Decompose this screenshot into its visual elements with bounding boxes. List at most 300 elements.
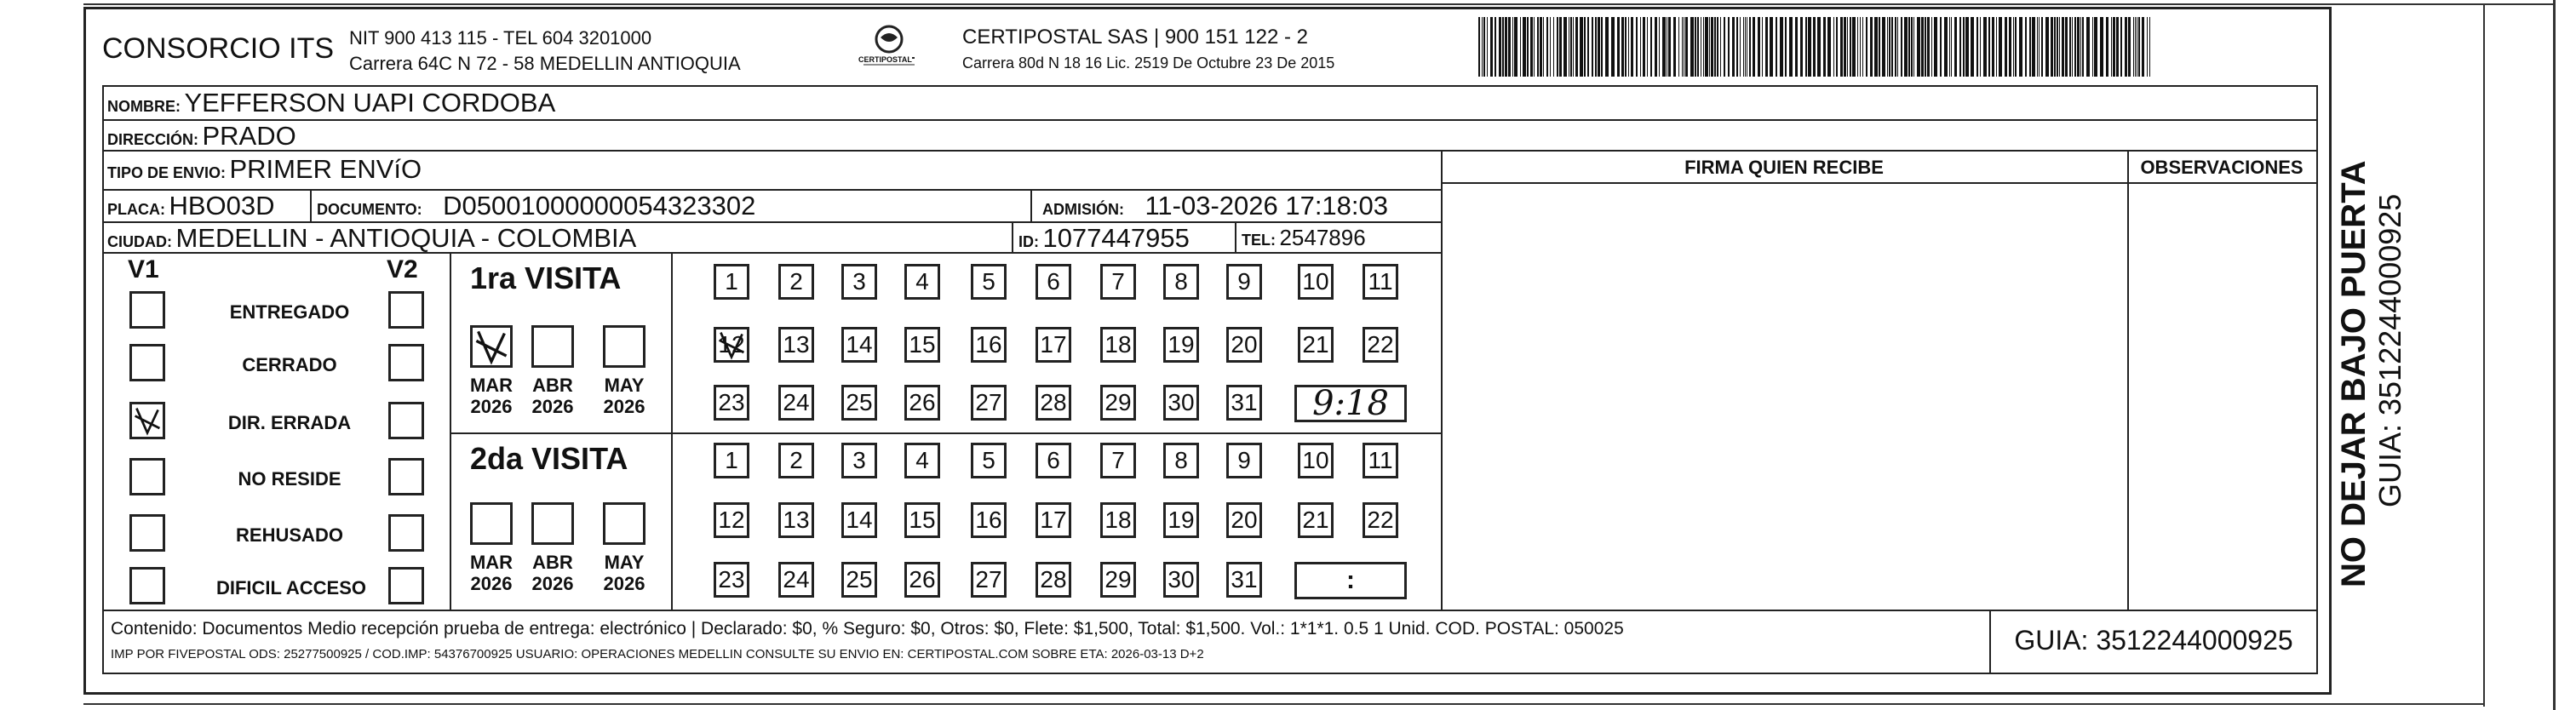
day-number: 23 [718,389,745,415]
barcode-bar [2009,17,2011,77]
barcode-bar [1605,17,1609,77]
barcode-bar [1483,17,1485,77]
day-number: 6 [1047,268,1060,295]
day-box[interactable] [841,327,877,363]
footer-guia: GUIA: 3512244000925 [2014,625,2293,656]
barcode-bar [1901,17,1902,77]
day-box[interactable] [778,264,814,300]
barcode-bar [2106,17,2108,77]
day-number: 16 [975,331,1002,358]
barcode-bar [1785,17,1787,77]
barcode-bar [2041,17,2043,77]
day-number: 17 [1040,507,1067,533]
barcode-bar [1959,17,1961,77]
day-box[interactable] [714,264,749,300]
v2-label: V2 [387,255,418,283]
day-number: 22 [1367,331,1394,358]
month-name: ABR [532,375,573,396]
status-v1-checkbox[interactable] [129,344,165,381]
day-box[interactable] [1226,443,1262,478]
barcode-bar [1724,17,1725,77]
day-box[interactable] [1036,264,1071,300]
barcode-bar [1530,17,1533,77]
barcode-bar [1595,17,1597,77]
barcode-bar [1847,17,1848,77]
nombre-label: NOMBRE: [107,98,181,115]
day-number: 28 [1040,389,1067,415]
barcode-bar [1587,17,1589,77]
day-number: 20 [1231,507,1258,533]
month-year: 2026 [531,396,574,417]
barcode-bar [1643,17,1645,77]
barcode-bar [1575,17,1578,77]
barcode-bar [1495,17,1496,77]
day-box[interactable] [1036,385,1071,421]
col-divider [2316,85,2318,673]
barcode-bar [1563,17,1567,77]
month-checkbox[interactable] [470,325,513,368]
day-number: 4 [915,447,929,473]
handwritten-check-mark [716,329,747,360]
day-box[interactable] [778,502,814,538]
day-number: 18 [1104,507,1132,533]
month-name: MAY [604,375,645,396]
barcode-bar [1889,17,1890,77]
barcode-bar [1927,17,1930,77]
footer-contenido: Contenido: Documentos Medio recepción prueba de entrega: electrónico | Declarado: $0, % Seguro: $0, Otros: $0, Flete: $1,500, Total: $1,500. Vol.: 1*1*1. 0.5 1 Unid. COD. POSTAL: 050025 [111,619,1624,638]
status-v2-checkbox[interactable] [388,514,424,552]
day-box[interactable] [1298,502,1334,538]
barcode-bar [2082,17,2084,77]
first-visit-time-value: 9:18 [1312,384,1389,423]
second-visit-title: 2da VISITA [470,441,628,476]
barcode-bar [1650,17,1652,77]
day-number: 10 [1302,447,1329,473]
day-box[interactable] [971,502,1007,538]
day-number: 26 [909,389,936,415]
day-box[interactable] [778,327,814,363]
col-divider [1012,221,1013,252]
barcode-bar [1559,17,1562,77]
day-box[interactable] [1226,562,1262,598]
month-year: 2026 [603,396,645,417]
month-label [594,552,654,594]
barcode-bar [2142,17,2144,77]
barcode-bar [1745,17,1746,77]
direccion-row [107,121,296,152]
barcode-bar [1980,17,1981,77]
barcode-bar [1988,17,1990,77]
barcode-bar [2039,17,2040,77]
barcode-bar [1711,17,1713,77]
day-box[interactable] [714,562,749,598]
day-box[interactable] [778,385,814,421]
col-divider [1030,189,1032,221]
second-visit-time[interactable] [1294,562,1407,599]
nombre-value: YEFFERSON UAPI CORDOBA [184,88,556,117]
row-divider [102,610,2316,611]
firma-header: FIRMA QUIEN RECIBE [1684,157,1884,178]
month-checkbox[interactable] [470,502,513,545]
barcode-bar [1874,17,1878,77]
row-divider [102,119,2316,121]
day-box[interactable] [714,502,749,538]
page-top-line [83,3,2553,5]
barcode-bar [1537,17,1539,77]
company-address: Carrera 64C N 72 - 58 MEDELLIN ANTIOQUIA [349,53,741,74]
barcode-bar [1743,17,1744,77]
barcode-bar [1682,17,1683,77]
day-number: 13 [783,331,810,358]
day-number: 9 [1237,447,1251,473]
day-number: 4 [915,268,929,295]
barcode-bar [1508,17,1511,77]
day-number: 1 [725,447,738,473]
documento-value: D05001000000054323302 [443,191,756,220]
first-visit-time[interactable] [1294,385,1407,422]
barcode-bar [2059,17,2060,77]
barcode-bar [1870,17,1873,77]
day-number: 13 [783,507,810,533]
day-number: 11 [1368,447,1393,473]
row-divider [102,673,2318,674]
day-box[interactable] [1163,562,1199,598]
certipostal-address: Carrera 80d N 18 16 Lic. 2519 De Octubre 23 De 2015 [962,54,1335,72]
barcode-bar [1631,17,1633,77]
day-box[interactable] [1100,562,1136,598]
day-box[interactable] [1363,327,1398,363]
day-box[interactable] [714,443,749,478]
day-number: 14 [846,331,873,358]
barcode-bar [1705,17,1708,77]
barcode-bar [1502,17,1504,77]
barcode-bar [2013,17,2014,77]
col-divider [102,85,104,673]
day-box[interactable] [904,264,940,300]
barcode-bar [1499,17,1501,77]
day-box[interactable] [841,562,877,598]
day-number: 27 [975,566,1002,593]
day-number: 8 [1174,447,1188,473]
barcode-bar [1817,17,1821,77]
status-v1-checkbox[interactable] [129,514,165,552]
barcode-bar [1520,17,1521,77]
day-number: 1 [725,268,738,295]
month-checkbox[interactable] [531,502,574,545]
barcode-bar [1655,17,1657,77]
day-box[interactable] [778,562,814,598]
certipostal-info: CERTIPOSTAL SAS | 900 151 122 - 2 [962,26,1308,49]
barcode-bar [2138,17,2140,77]
documento-label: DOCUMENTO: [317,201,422,218]
day-number: 19 [1168,331,1195,358]
tipo-envio-row [107,154,422,185]
barcode-bar [1573,17,1574,77]
day-number: 17 [1040,331,1067,358]
day-box[interactable] [1036,327,1071,363]
row-divider [102,150,2316,152]
admision-field [1042,191,1388,221]
barcode-bar [1931,17,1932,77]
day-box[interactable] [1036,443,1071,478]
status-v2-checkbox[interactable] [388,567,424,604]
status-v2-checkbox[interactable] [388,344,424,381]
day-number: 5 [982,447,995,473]
day-number: 26 [909,566,936,593]
barcode-bar [1527,17,1529,77]
day-box[interactable] [1363,264,1398,300]
day-box[interactable] [1226,327,1262,363]
status-v2-checkbox[interactable] [388,458,424,495]
barcode-bar [1949,17,1950,77]
barcode-bar [1823,17,1826,77]
barcode-bar [2128,17,2131,77]
day-box[interactable] [1100,327,1136,363]
day-box[interactable] [714,385,749,421]
col-divider [450,252,451,610]
documento-field [317,191,755,221]
barcode-bar [1601,17,1603,77]
day-number: 28 [1040,566,1067,593]
barcode-bar [1659,17,1660,77]
barcode-bar [2037,17,2038,77]
barcode-bar [1717,17,1718,77]
direccion-label: DIRECCIÓN: [107,131,198,148]
day-box[interactable] [778,443,814,478]
day-box[interactable] [1363,502,1398,538]
barcode-bar [1836,17,1838,77]
barcode-bar [2133,17,2134,77]
barcode-bar [1662,17,1666,77]
barcode-bar [1580,17,1583,77]
ciudad-field [107,223,636,254]
tel-label: TEL: [1242,232,1276,249]
barcode-bar [1514,17,1517,77]
day-number: 14 [846,507,873,533]
barcode-bar [1866,17,1867,77]
barcode-bar [1697,17,1699,77]
barcode-bar [2094,17,2097,77]
status-v1-checkbox[interactable] [129,291,165,329]
barcode-bar [1478,17,1480,77]
status-v2-checkbox[interactable] [388,291,424,329]
barcode-bar [1505,17,1507,77]
row-divider [1441,182,2316,184]
day-number: 30 [1168,389,1195,415]
status-v1-checkbox[interactable] [129,458,165,495]
barcode-bar [1904,17,1908,77]
day-box[interactable] [1163,443,1199,478]
day-box[interactable] [904,327,940,363]
barcode-bar [1891,17,1893,77]
day-number: 6 [1047,447,1060,473]
barcode-bar [2025,17,2027,77]
barcode-bar [1805,17,1807,77]
month-year: 2026 [603,573,645,594]
day-box[interactable] [1100,443,1136,478]
day-box[interactable] [1226,264,1262,300]
barcode-bar [2113,17,2115,77]
barcode-bar [2051,17,2053,77]
placa-field [107,191,275,221]
certipostal-logo [855,22,923,73]
day-box[interactable] [971,385,1007,421]
barcode-bar [1944,17,1948,77]
day-box[interactable] [1100,385,1136,421]
day-box[interactable] [1363,443,1398,478]
barcode-bar [1857,17,1858,77]
ciudad-value: MEDELLIN - ANTIOQUIA - COLOMBIA [175,223,637,253]
barcode-bar [1934,17,1937,77]
barcode-bar [1765,17,1768,77]
barcode-bar [1546,17,1548,77]
barcode-bar [1540,17,1542,77]
barcode-bar [1647,17,1648,77]
day-number: 20 [1231,331,1258,358]
barcode-bar [1758,17,1760,77]
day-number: 3 [852,268,866,295]
day-box[interactable] [1036,502,1071,538]
day-box[interactable] [904,385,940,421]
day-box[interactable] [904,562,940,598]
day-box[interactable] [1036,562,1071,598]
day-box[interactable] [971,562,1007,598]
status-label: DIFICIL ACCESO [215,577,366,598]
day-box[interactable] [1298,264,1334,300]
barcode-bar [2111,17,2112,77]
day-number: 23 [718,566,745,593]
barcode-bar [1999,17,2002,77]
status-label: REHUSADO [236,524,343,546]
month-label [594,375,654,417]
day-box[interactable] [1163,502,1199,538]
day-number: 19 [1168,507,1195,533]
month-label [523,552,582,594]
company-name: CONSORCIO ITS [102,32,335,65]
day-box[interactable] [1100,264,1136,300]
barcode-bar [1611,17,1615,77]
day-number: 2 [789,268,803,295]
barcode-bar [1951,17,1952,77]
day-box[interactable] [841,264,877,300]
barcode-bar [1598,17,1600,77]
day-number: 2 [789,447,803,473]
status-v1-checkbox[interactable] [129,567,165,604]
status-v1-checkbox[interactable] [129,402,165,439]
barcode-bar [1714,17,1716,77]
barcode-bar [1482,17,1483,77]
day-box[interactable] [904,443,940,478]
status-label: DIR. ERRADA [227,412,352,433]
day-box[interactable] [904,502,940,538]
month-label [523,375,582,417]
day-number: 29 [1104,389,1132,415]
barcode-bar [1852,17,1856,77]
barcode-bar [2005,17,2007,77]
barcode-bar [1685,17,1688,77]
barcode-bar [1673,17,1676,77]
handwritten-check-mark [473,328,510,365]
day-box[interactable] [1298,443,1334,478]
barcode-bar [1808,17,1811,77]
barcode-bar [2029,17,2031,77]
status-label: NO RESIDE [238,468,341,490]
id-value: 1077447955 [1042,223,1190,253]
month-year: 2026 [470,396,513,417]
day-box[interactable] [1226,385,1262,421]
barcode-bar [1732,17,1735,77]
month-name: MAY [604,552,645,573]
day-box[interactable] [1163,264,1199,300]
col-divider [671,252,673,610]
month-year: 2026 [470,573,513,594]
barcode-bar [1512,17,1513,77]
day-box[interactable] [1163,385,1199,421]
day-number: 30 [1168,566,1195,593]
day-box[interactable] [1100,502,1136,538]
day-box[interactable] [971,443,1007,478]
day-number: 15 [909,507,936,533]
barcode-bar [1628,17,1629,77]
barcode-bar [2069,17,2071,77]
barcode-bar [1695,17,1696,77]
page-bottom-line [83,703,2485,705]
col-divider [1989,610,1991,673]
day-box[interactable] [841,443,877,478]
month-checkbox[interactable] [603,325,645,368]
barcode-bar [2086,17,2090,77]
barcode-bar [1617,17,1620,77]
barcode-bar [1770,17,1773,77]
month-year: 2026 [531,573,574,594]
barcode-bar [1621,17,1624,77]
barcode-bar [1795,17,1798,77]
month-checkbox[interactable] [603,502,645,545]
day-box[interactable] [841,385,877,421]
barcode-bar [1925,17,1926,77]
barcode-bar [1908,17,1910,77]
month-name: ABR [532,552,573,573]
day-box[interactable] [1298,327,1334,363]
barcode-bar [2080,17,2081,77]
day-box[interactable] [1226,502,1262,538]
barcode-bar [2019,17,2022,77]
barcode-bar [1917,17,1920,77]
barcode-bar [1921,17,1924,77]
day-box[interactable] [971,264,1007,300]
day-box[interactable] [1163,327,1199,363]
barcode-bar [2135,17,2136,77]
barcode-bar [1592,17,1593,77]
barcode-bar [1879,17,1880,77]
status-v2-checkbox[interactable] [388,402,424,439]
day-box[interactable] [841,502,877,538]
barcode-bar [1553,17,1554,77]
second-visit-time-value: : [1346,566,1355,594]
admision-label: ADMISIÓN: [1042,201,1124,218]
month-checkbox[interactable] [531,325,574,368]
nombre-row [107,88,555,118]
side-guia: GUIA: 3512244000925 [2372,193,2407,507]
barcode-bar [1895,17,1896,77]
barcode [1478,17,2160,77]
day-box[interactable] [714,327,749,363]
page-right-line [2483,3,2485,707]
barcode-bar [2015,17,2017,77]
day-box[interactable] [971,327,1007,363]
day-number: 11 [1368,268,1393,295]
day-number: 16 [975,507,1002,533]
